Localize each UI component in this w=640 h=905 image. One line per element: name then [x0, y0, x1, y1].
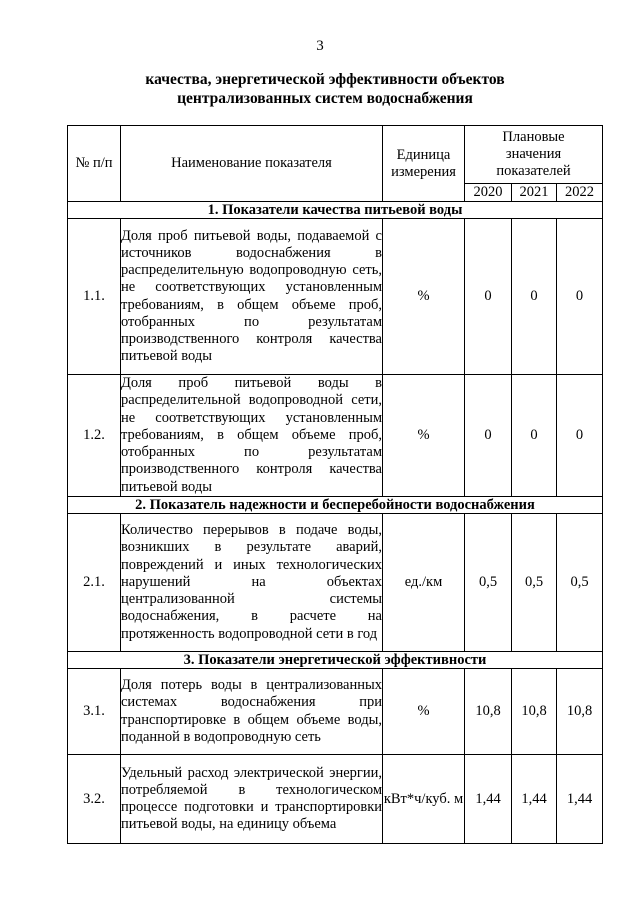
header-planned-line: показателей	[496, 163, 571, 179]
indicator-name: Доля потерь воды в централизованных системах водоснабжения при транспортировке в общем объеме воды, поданной в водопроводную сеть	[121, 669, 383, 755]
page-number: 3	[316, 38, 324, 54]
indicators-table	[67, 125, 603, 844]
value-2020: 0	[465, 375, 512, 497]
header-year: 2021	[512, 184, 557, 202]
row-number: 1.1.	[68, 219, 121, 375]
value-2021: 10,8	[512, 669, 557, 755]
header-indicator-name: Наименование показателя	[121, 126, 383, 202]
unit-value: кВт*ч/куб. м	[383, 755, 465, 844]
row-number: 1.2.	[68, 375, 121, 497]
unit-value: %	[383, 219, 465, 375]
value-2022: 0	[557, 219, 603, 375]
document-title	[60, 70, 590, 108]
header-planned-line: значения	[505, 146, 562, 162]
value-2022: 0,5	[557, 514, 603, 652]
unit-value: ед./км	[383, 514, 465, 652]
section-title: 3. Показатели энергетической эффективности	[68, 652, 603, 669]
header-planned-values	[465, 126, 603, 184]
header-planned-line: Плановые	[502, 129, 565, 145]
header-unit-line: Единица	[396, 146, 451, 163]
header-unit-line: измерения	[391, 163, 456, 180]
section-title: 2. Показатель надежности и бесперебойности водоснабжения	[68, 497, 603, 514]
table-row	[68, 514, 603, 652]
row-number: 3.1.	[68, 669, 121, 755]
title-line: централизованных систем водоснабжения	[177, 90, 473, 107]
header-year: 2022	[557, 184, 603, 202]
section-row	[68, 202, 603, 219]
unit-value: %	[383, 375, 465, 497]
indicator-name: Количество перерывов в подаче воды, возникших в результате аварий, повреждений и иных технологических нарушений на объектах централизованной системы водоснабжения, в расчете на протяженность водопроводной сети в год	[121, 514, 383, 652]
unit-value: %	[383, 669, 465, 755]
section-title: 1. Показатели качества питьевой воды	[68, 202, 603, 219]
header-unit	[383, 126, 465, 202]
row-number: 2.1.	[68, 514, 121, 652]
value-2022: 10,8	[557, 669, 603, 755]
title-line: качества, энергетической эффективности объектов	[145, 71, 505, 88]
indicator-name: Доля проб питьевой воды, подаваемой с источников водоснабжения в распределительную водопроводную сеть, не соответствующих установленным требованиям, в общем объеме проб, отобранных по результатам производственного контроля качества питьевой воды	[121, 219, 383, 375]
header-number: № п/п	[68, 126, 121, 202]
section-row	[68, 497, 603, 514]
value-2021: 0	[512, 219, 557, 375]
value-2020: 1,44	[465, 755, 512, 844]
table-row	[68, 219, 603, 375]
value-2020: 10,8	[465, 669, 512, 755]
section-row	[68, 652, 603, 669]
indicator-name: Удельный расход электрической энергии, потребляемой в технологическом процессе подготовки и транспортировки питьевой воды, на единицу объема	[121, 755, 383, 844]
value-2020: 0,5	[465, 514, 512, 652]
value-2020: 0	[465, 219, 512, 375]
value-2021: 0,5	[512, 514, 557, 652]
indicator-name: Доля проб питьевой воды в распределительной водопроводной сети, не соответствующих установленным требованиям, в общем объеме проб, отобранных по результатам производственного контроля качества питьевой воды	[121, 375, 382, 495]
value-2022: 0	[557, 375, 603, 497]
value-2021: 0	[512, 375, 557, 497]
table-row	[68, 375, 603, 497]
value-2021: 1,44	[512, 755, 557, 844]
table-row	[68, 755, 603, 844]
table-row	[68, 669, 603, 755]
value-2022: 1,44	[557, 755, 603, 844]
header-year: 2020	[465, 184, 512, 202]
row-number: 3.2.	[68, 755, 121, 844]
